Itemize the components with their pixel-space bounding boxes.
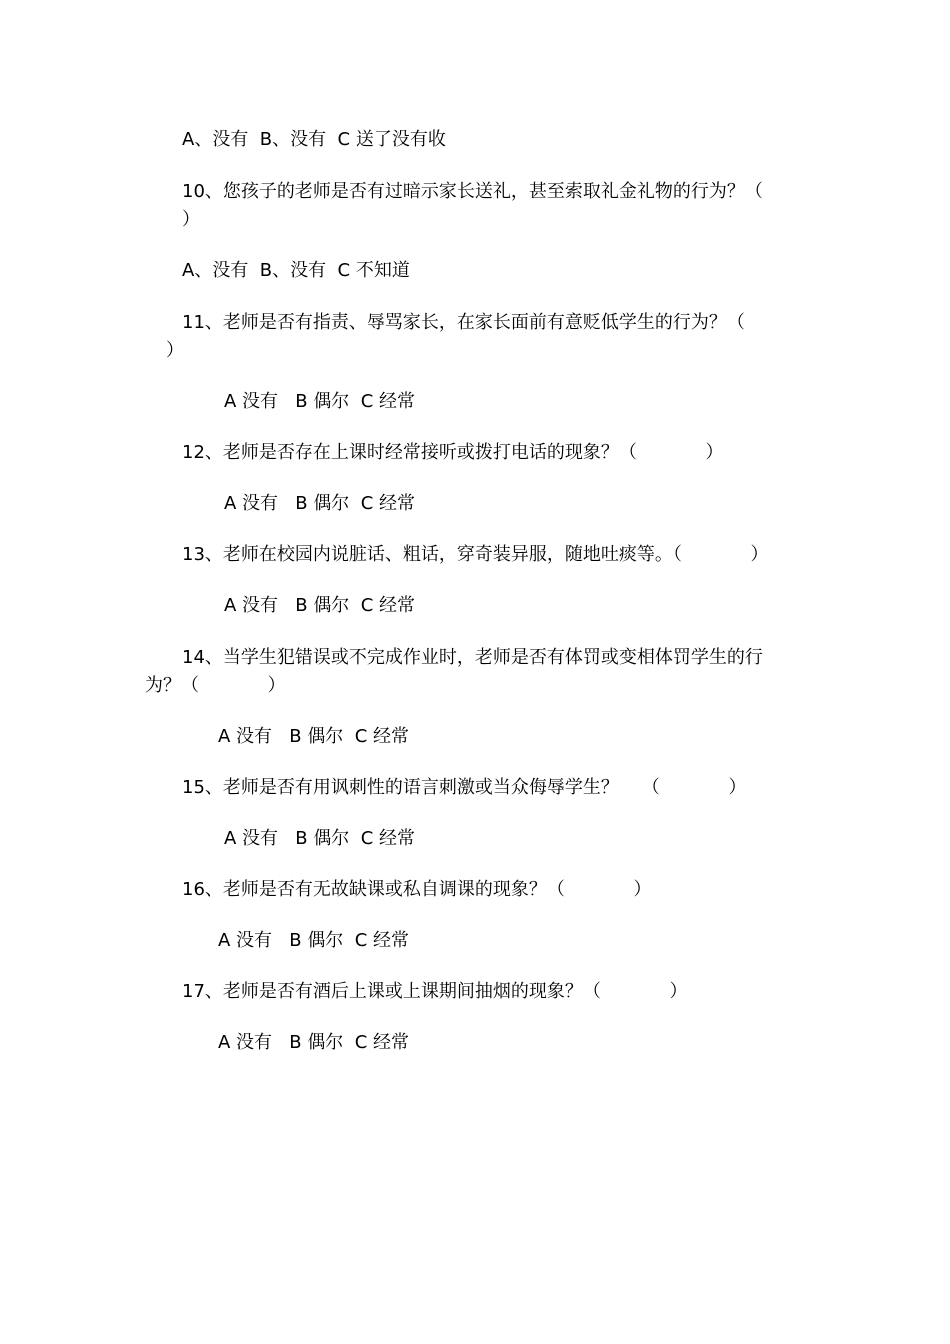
question-16-text: 16、老师是否有无故缺课或私自调课的现象？（ ） [182, 879, 652, 900]
question-9-options: A、没有 B、没有 C 送了没有收 [182, 129, 446, 150]
question-16-options: A 没有 B 偶尔 C 经常 [218, 930, 410, 951]
question-17-options: A 没有 B 偶尔 C 经常 [218, 1032, 410, 1053]
question-10-text-continued: ） [182, 209, 200, 230]
question-10-options: A、没有 B、没有 C 不知道 [182, 260, 410, 281]
question-14-options: A 没有 B 偶尔 C 经常 [218, 726, 410, 747]
question-14-text-continued: 为？（ ） [145, 675, 286, 696]
question-13-text: 13、老师在校园内说脏话、粗话，穿奇装异服，随地吐痰等。（ ） [182, 544, 769, 565]
question-13-options: A 没有 B 偶尔 C 经常 [224, 595, 416, 616]
question-15-options: A 没有 B 偶尔 C 经常 [224, 828, 416, 849]
question-15-text: 15、老师是否有用讽刺性的语言刺激或当众侮辱学生？ （ ） [182, 777, 747, 798]
question-14-text: 14、当学生犯错误或不完成作业时，老师是否有体罚或变相体罚学生的行 [182, 647, 763, 668]
question-11-text-continued: ） [166, 340, 184, 361]
question-10-text: 10、您孩子的老师是否有过暗示家长送礼，甚至索取礼金礼物的行为？（ [182, 181, 763, 202]
question-11-options: A 没有 B 偶尔 C 经常 [224, 391, 416, 412]
question-17-text: 17、老师是否有酒后上课或上课期间抽烟的现象？（ ） [182, 981, 688, 1002]
question-12-text: 12、老师是否存在上课时经常接听或拨打电话的现象？（ ） [182, 442, 724, 463]
question-11-text: 11、老师是否有指责、辱骂家长，在家长面前有意贬低学生的行为？（ [182, 312, 745, 333]
question-12-options: A 没有 B 偶尔 C 经常 [224, 493, 416, 514]
